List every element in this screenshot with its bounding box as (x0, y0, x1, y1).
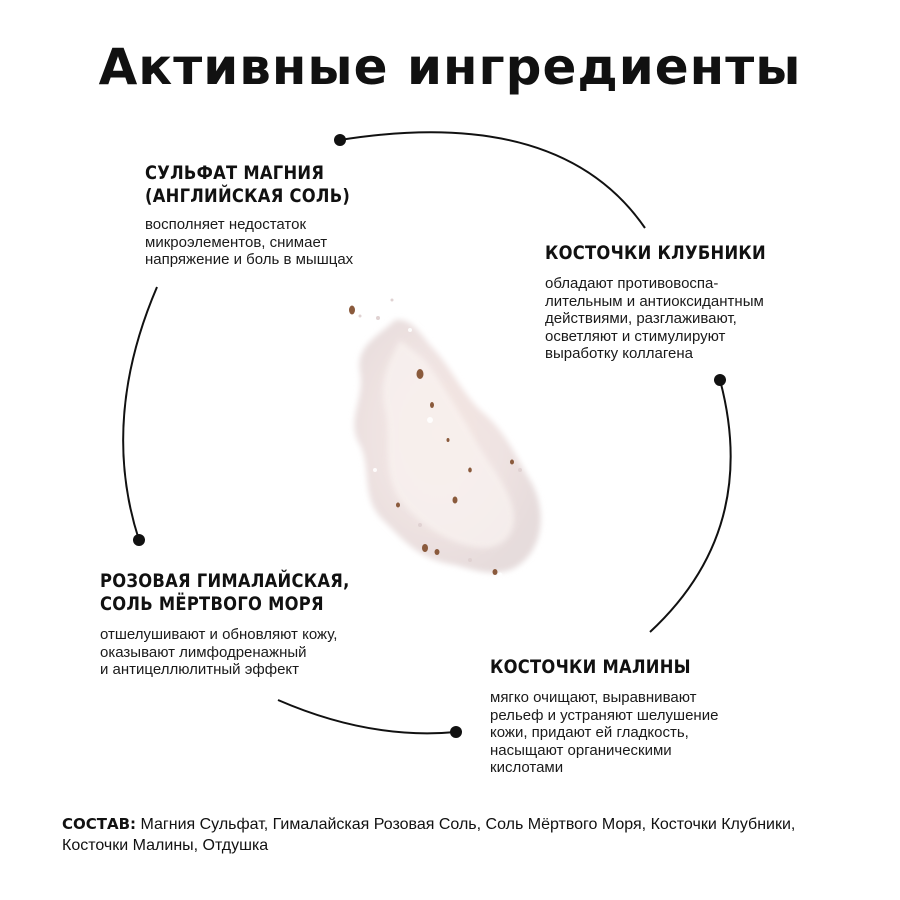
composition-label: СОСТАВ: (62, 815, 137, 833)
arc-right (650, 380, 731, 632)
dot-right (714, 374, 726, 386)
ingredient-description: восполняет недостаток микроэлементов, снимает напряжение и боль в мышцах (145, 216, 354, 268)
arc-top (340, 132, 645, 228)
ingredient-magnesium-sulfate (145, 162, 384, 269)
ingredient-title: РОЗОВАЯ ГИМАЛАЙСКАЯ, СОЛЬ МЁРТВОГО МОРЯ (100, 570, 350, 615)
ingredient-strawberry-seeds (545, 242, 802, 363)
ingredient-description: обладают противовоспа- лительным и антиоксидантным действиями, разглаживают, осветляют и стимулируют выработку коллагена (545, 275, 764, 362)
ingredient-title: КОСТОЧКИ КЛУБНИКИ (545, 242, 766, 264)
ingredient-title: СУЛЬФАТ МАГНИЯ (АНГЛИЙСКАЯ СОЛЬ) (145, 162, 351, 207)
ingredient-description: отшелушивают и обновляют кожу, оказывают лимфодренажный и антицеллюлитный эффект (100, 626, 338, 678)
salt-pile-image (349, 294, 550, 578)
dot-left (133, 534, 145, 546)
ingredient-pink-himalayan-salt (100, 570, 390, 679)
ingredient-title: КОСТОЧКИ МАЛИНЫ (490, 656, 691, 678)
ingredient-description: мягко очищают, выравнивают рельеф и устраняют шелушение кожи, придают ей гладкость, насыщают органическими кислотами (490, 689, 719, 776)
dot-top (334, 134, 346, 146)
composition-text: Магния Сульфат, Гималайская Розовая Соль, Соль Мёртвого Моря, Косточки Клубники, Косточки Малины, Отдушка (62, 816, 796, 854)
ingredient-raspberry-seeds (490, 656, 724, 777)
dot-bottom (450, 726, 462, 738)
composition (62, 814, 862, 856)
arc-left (123, 287, 157, 540)
page-title: Активные ингредиенты (98, 38, 802, 96)
arc-bottom (278, 700, 456, 733)
